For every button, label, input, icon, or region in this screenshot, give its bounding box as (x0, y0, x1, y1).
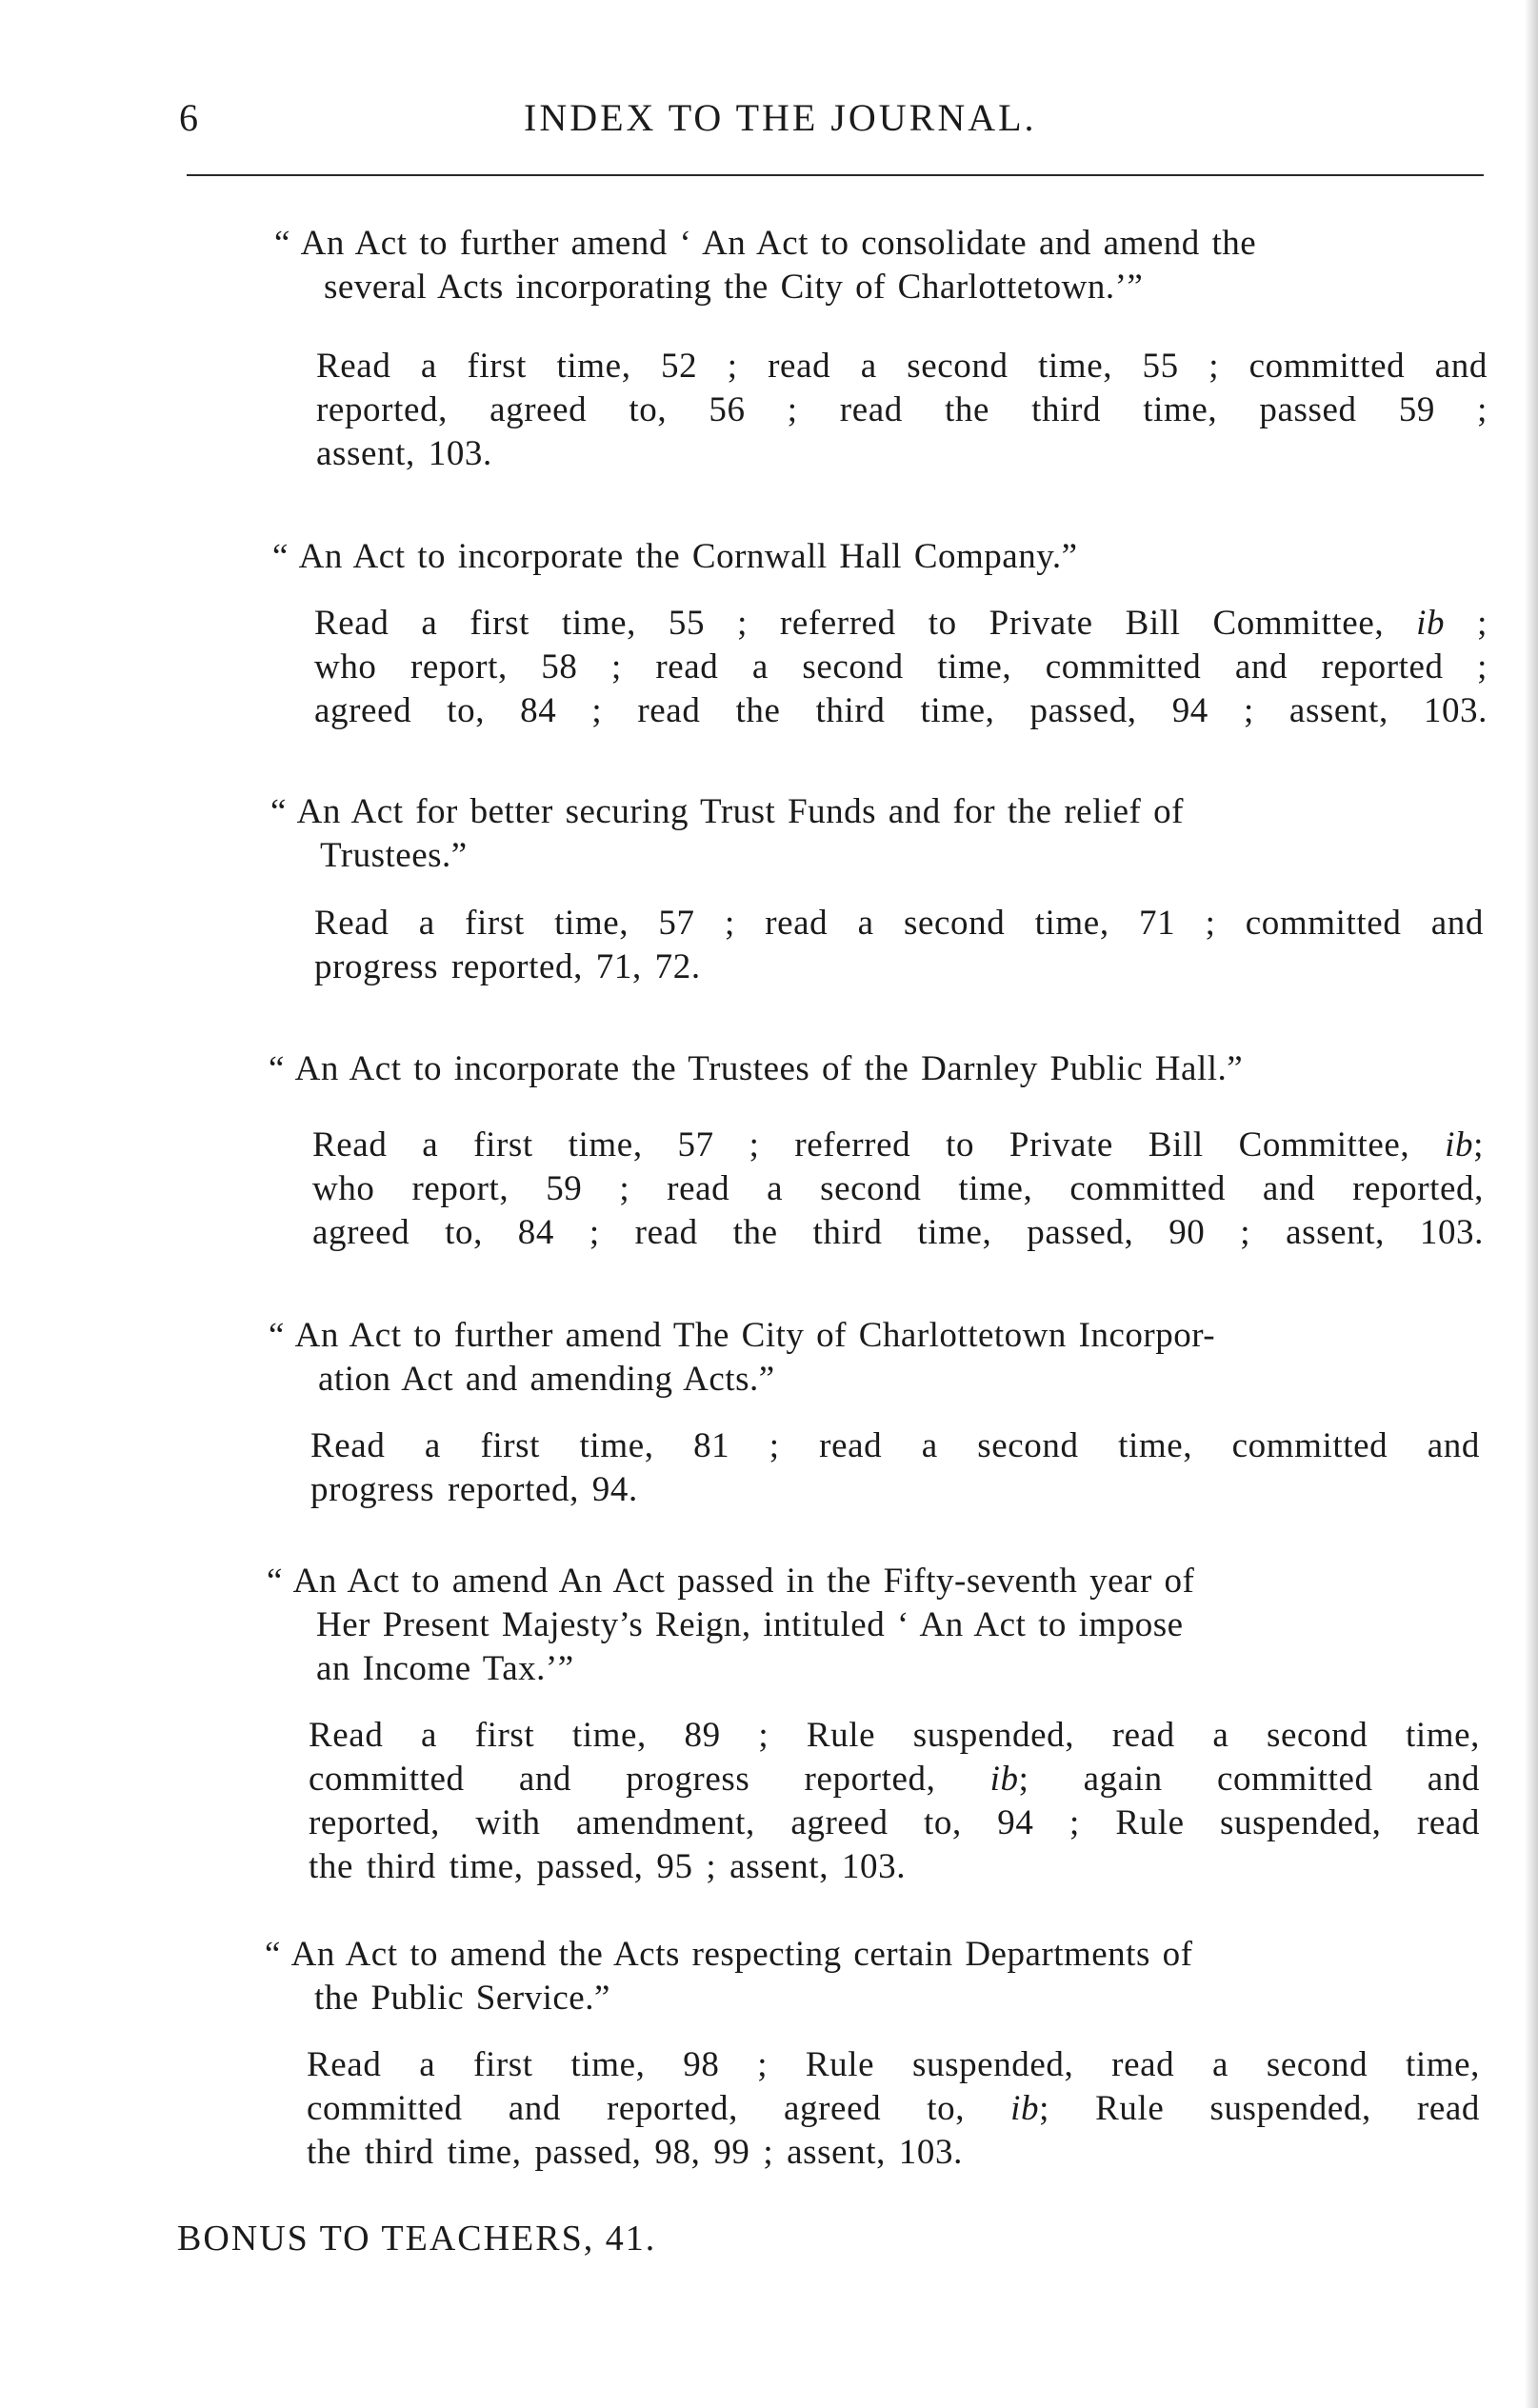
entry-title-line: Her Present Majesty’s Reign, intituled ‘ An Act to impose (316, 1605, 1184, 1644)
page-number: 6 (179, 96, 199, 139)
entry-title (265, 1933, 1484, 2020)
entry-body-line: the third time, passed, 95 ; assent, 103. (309, 1847, 907, 1886)
entry-body-line: agreed to, 84 ; read the third time, passed, 94 ; assent, 103. (314, 691, 1488, 730)
entry-body-line: who report, 58 ; read a second time, committed and reported ; (314, 647, 1488, 687)
entry-body-line: assent, 103. (316, 434, 492, 473)
entry-body-line: committed and progress reported, ib; again committed and (309, 1760, 1480, 1799)
header-rule (187, 174, 1484, 176)
entry-body (316, 345, 1488, 476)
entry-title (274, 222, 1493, 309)
entry-body-line: agreed to, 84 ; read the third time, passed, 90 ; assent, 103. (312, 1213, 1484, 1252)
entry-title (272, 535, 1491, 579)
entry-body-line: committed and reported, agreed to, ib; Rule suspended, read (307, 2089, 1480, 2128)
entry-title-line: “ An Act to amend An Act passed in the Fifty-seventh year of (267, 1562, 1195, 1601)
entry-body-line: reported, with amendment, agreed to, 94 ; Rule suspended, read (309, 1803, 1480, 1842)
entry-body (309, 1714, 1480, 1889)
index-heading-bonus-to-teachers: BONUS TO TEACHERS, 41. (177, 2219, 657, 2259)
running-title: INDEX TO THE JOURNAL. (524, 96, 1037, 139)
entry-title-line: “ An Act to incorporate the Trustees of the Darnley Public Hall.” (269, 1049, 1244, 1088)
entry-body-line: Read a first time, 57 ; referred to Private Bill Committee, ib; (312, 1125, 1484, 1164)
ibid-abbreviation: ib (989, 1760, 1019, 1799)
entry-title-line: “ An Act to incorporate the Cornwall Hall Company.” (272, 537, 1078, 576)
entry-body-line: progress reported, 71, 72. (314, 947, 701, 986)
entry-body-line: progress reported, 94. (310, 1470, 638, 1509)
entry-body (310, 1424, 1480, 1512)
entry-title-line: “ An Act to further amend The City of Charlottetown Incorpor- (269, 1316, 1216, 1355)
entry-body-line: Read a first time, 52 ; read a second time, 55 ; committed and (316, 347, 1488, 386)
entry-body (307, 2043, 1480, 2175)
entry-body-line: reported, agreed to, 56 ; read the third time, passed 59 ; (316, 390, 1488, 429)
entry-title-line: ation Act and amending Acts.” (318, 1360, 775, 1399)
entry-body-line: who report, 59 ; read a second time, committed and reported, (312, 1169, 1484, 1208)
ibid-abbreviation: ib (1010, 2089, 1040, 2128)
entry-title-line: “ An Act to amend the Acts respecting certain Departments of (265, 1935, 1193, 1974)
entry-title (269, 1047, 1488, 1091)
entry-body-line: Read a first time, 98 ; Rule suspended, read a second time, (307, 2045, 1480, 2084)
entry-body-line: Read a first time, 89 ; Rule suspended, read a second time, (309, 1716, 1480, 1755)
entry-title-line: Trustees.” (320, 836, 468, 875)
entry-body-line: Read a first time, 57 ; read a second time, 71 ; committed and (314, 904, 1484, 943)
entry-title (269, 1314, 1488, 1402)
entry-title-line: several Acts incorporating the City of Charlottetown.’” (324, 268, 1144, 307)
entry-body (312, 1124, 1484, 1255)
entry-title (270, 790, 1489, 878)
entry-title-line: an Income Tax.’” (316, 1649, 574, 1688)
entry-body-line: Read a first time, 55 ; referred to Private Bill Committee, ib ; (314, 604, 1488, 643)
entry-title (267, 1560, 1486, 1691)
entry-body (314, 902, 1484, 989)
entry-body-line: Read a first time, 81 ; read a second time, committed and (310, 1426, 1480, 1465)
entry-body (314, 602, 1488, 733)
entry-title-line: “ An Act to further amend ‘ An Act to consolidate and amend the (274, 224, 1257, 263)
entry-title-line: “ An Act for better securing Trust Funds and for the relief of (270, 792, 1184, 831)
ibid-abbreviation: ib (1416, 604, 1446, 643)
entry-body-line: the third time, passed, 98, 99 ; assent, 103. (307, 2133, 963, 2172)
page-edge-shadow (1525, 0, 1538, 2408)
ibid-abbreviation: ib (1445, 1125, 1474, 1164)
entry-title-line: the Public Service.” (314, 1979, 610, 2018)
